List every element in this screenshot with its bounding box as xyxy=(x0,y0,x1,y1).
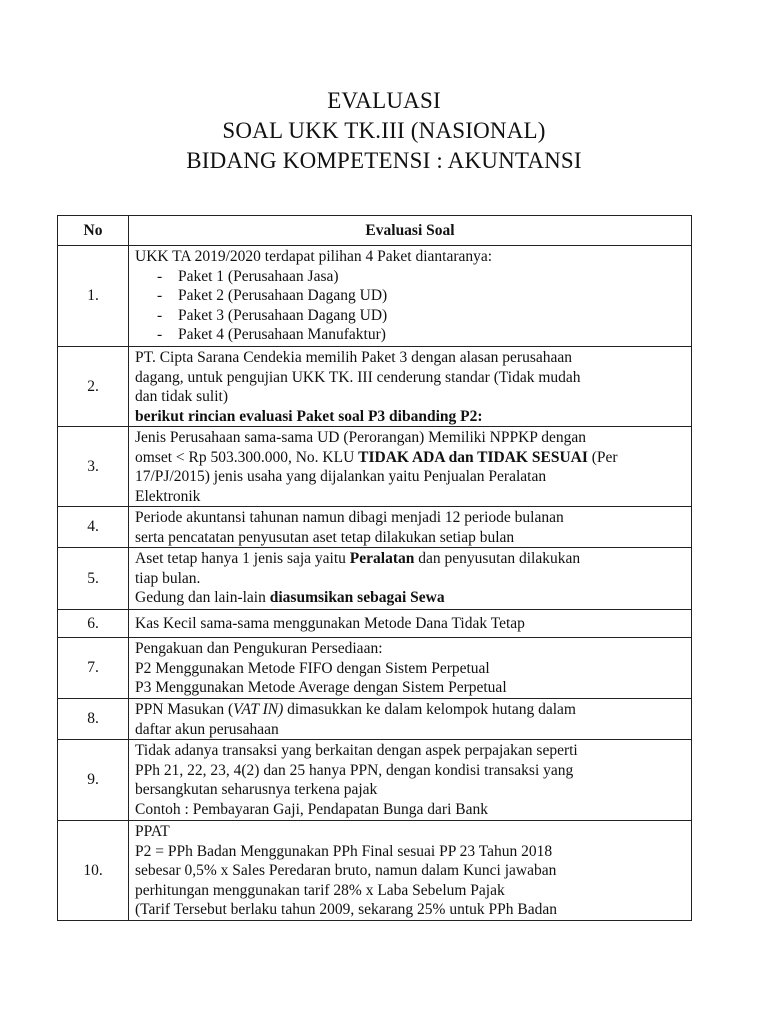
title-line-3: BIDANG KOMPETENSI : AKUNTANSI xyxy=(186,148,582,173)
table-row xyxy=(58,507,692,548)
row-text: dan tidak sulit) xyxy=(135,388,228,405)
row-text: (Tarif Tersebut berlaku tahun 2009, sekarang 25% untuk PPh Badan xyxy=(135,901,557,918)
row-text: P2 = PPh Badan Menggunakan PPh Final sesuai PP 23 Tahun 2018 xyxy=(135,842,553,860)
row-text: Pengakuan dan Pengukuran Persediaan: xyxy=(135,640,383,657)
row-text: PPh 21, 22, 23, 4(2) dan 25 hanya PPN, dengan kondisi transaksi yang xyxy=(135,761,574,779)
table-header-row xyxy=(58,216,692,246)
row-number: 10. xyxy=(58,821,129,921)
title-line-1: EVALUASI xyxy=(327,88,441,113)
document-title xyxy=(0,86,768,176)
row-text: sebesar 0,5% x Sales Peredaran bruto, namun dalam Kunci jawaban xyxy=(135,862,557,879)
row-text: 17/PJ/2015) jenis usaha yang dijalankan yaitu Penjualan Peralatan xyxy=(135,468,547,485)
row-number: 6. xyxy=(58,610,129,638)
table-row xyxy=(58,740,692,821)
row-text: PT. Cipta Sarana Cendekia memilih Paket 3 dengan alasan perusahaan xyxy=(135,349,573,366)
row-text: UKK TA 2019/2020 terdapat pilihan 4 Paket diantaranya: xyxy=(135,248,493,265)
row-content xyxy=(129,638,692,699)
row-content xyxy=(129,427,692,507)
row-text: PPN Masukan (VAT IN) dimasukkan ke dalam kelompok hutang dalam xyxy=(135,701,576,718)
row-number: 2. xyxy=(58,347,129,427)
table-row xyxy=(58,638,692,699)
row-text: P2 Menggunakan Metode FIFO dengan Sistem Perpetual xyxy=(135,659,490,677)
row-content xyxy=(129,740,692,821)
table-row xyxy=(58,699,692,740)
list-item: - Paket 4 (Perusahaan Manufaktur) xyxy=(157,326,386,343)
row-text: Tidak adanya transaksi yang berkaitan dengan aspek perpajakan seperti xyxy=(135,742,578,759)
row-text: Jenis Perusahaan sama-sama UD (Perorangan) Memiliki NPPKP dengan xyxy=(135,429,586,446)
row-text: daftar akun perusahaan xyxy=(135,720,279,738)
title-line-2: SOAL UKK TK.III (NASIONAL) xyxy=(222,118,546,143)
row-number: 4. xyxy=(58,507,129,548)
row-text: PPAT xyxy=(135,823,170,840)
row-text: omset < Rp 503.300.000, No. KLU TIDAK ADA dan TIDAK SESUAI (Per xyxy=(135,448,618,466)
row-number: 3. xyxy=(58,427,129,507)
row-text-bold: berikut rincian evaluasi Paket soal P3 dibanding P2: xyxy=(135,407,483,425)
row-text: Gedung dan lain-lain diasumsikan sebagai Sewa xyxy=(135,589,445,606)
list-item: - Paket 3 (Perusahaan Dagang UD) xyxy=(157,306,388,324)
row-number: 5. xyxy=(58,548,129,610)
header-no: No xyxy=(58,216,129,246)
evaluation-table xyxy=(57,215,692,921)
row-text: Periode akuntansi tahunan namun dibagi menjadi 12 periode bulanan xyxy=(135,509,564,526)
row-content xyxy=(129,610,692,638)
row-text: perhitungan menggunakan tarif 28% x Laba Sebelum Pajak xyxy=(135,881,505,899)
row-number: 1. xyxy=(58,246,129,347)
table-row xyxy=(58,427,692,507)
row-number: 8. xyxy=(58,699,129,740)
list-item: - Paket 2 (Perusahaan Dagang UD) xyxy=(157,287,388,304)
table-row xyxy=(58,246,692,347)
row-text: serta pencatatan penyusutan aset tetap dilakukan setiap bulan xyxy=(135,528,515,546)
header-evaluation: Evaluasi Soal xyxy=(129,216,692,246)
row-content xyxy=(129,507,692,548)
row-text: Kas Kecil sama-sama menggunakan Metode Dana Tidak Tetap xyxy=(135,614,525,632)
table-row xyxy=(58,610,692,638)
row-text: Elektronik xyxy=(135,487,201,505)
table-row xyxy=(58,347,692,427)
table-row xyxy=(58,548,692,610)
row-text: P3 Menggunakan Metode Average dengan Sistem Perpetual xyxy=(135,679,507,696)
row-text: bersangkutan seharusnya terkena pajak xyxy=(135,781,378,798)
row-number: 7. xyxy=(58,638,129,699)
row-content xyxy=(129,548,692,610)
row-number: 9. xyxy=(58,740,129,821)
list-item: - Paket 1 (Perusahaan Jasa) xyxy=(157,267,339,285)
row-content xyxy=(129,699,692,740)
row-content xyxy=(129,347,692,427)
row-content xyxy=(129,246,692,347)
row-text: dagang, untuk pengujian UKK TK. III cenderung standar (Tidak mudah xyxy=(135,368,581,386)
row-text: Contoh : Pembayaran Gaji, Pendapatan Bunga dari Bank xyxy=(135,800,488,818)
row-text: Aset tetap hanya 1 jenis saja yaitu Peralatan dan penyusutan dilakukan xyxy=(135,550,581,567)
row-text: tiap bulan. xyxy=(135,569,201,587)
row-content xyxy=(129,821,692,921)
table-row xyxy=(58,821,692,921)
